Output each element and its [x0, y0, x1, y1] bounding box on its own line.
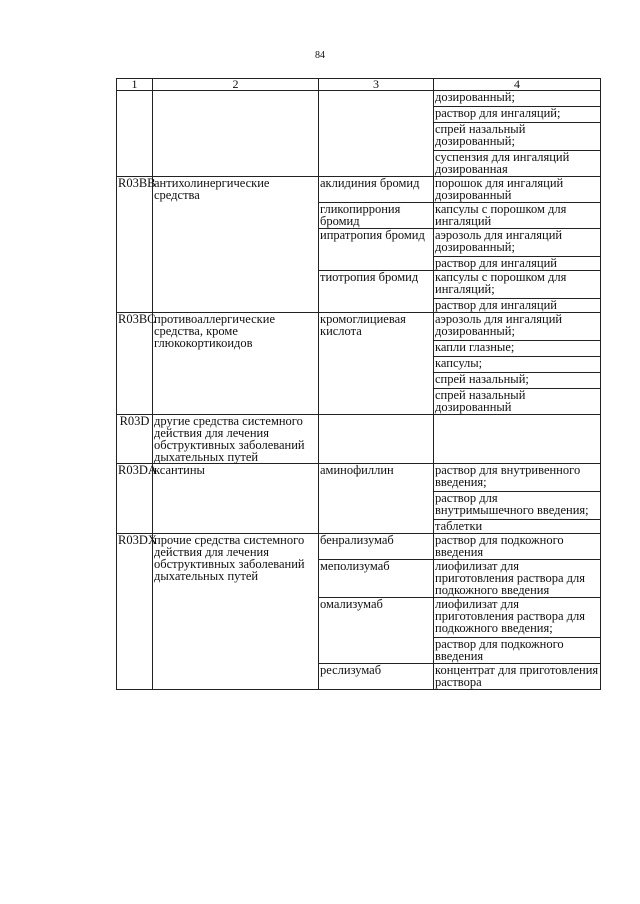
group-name-cell: ксантины — [153, 464, 319, 534]
dosage-form: спрей назальный; — [434, 373, 600, 389]
atc-code-cell: R03DX — [117, 534, 153, 690]
table-row — [117, 415, 601, 464]
atc-code-cell — [117, 91, 153, 177]
dosage-form: аэрозоль для ингаляций дозированный; — [434, 313, 600, 341]
drug-name-cell: кромоглициевая кислота — [319, 313, 434, 415]
dosage-form: суспензия для ингаляций дозированная — [435, 150, 570, 176]
atc-code-cell: R03BC — [117, 313, 153, 415]
dosage-form: порошок для ингаляций дозированный — [435, 176, 564, 202]
dosage-form: раствор для внутримышечного введения; — [434, 492, 600, 520]
atc-code-cell: R03DA — [117, 464, 153, 534]
dosage-form: раствор для ингаляций; — [434, 107, 600, 123]
table-row — [117, 91, 601, 177]
dosage-form — [434, 415, 600, 416]
drug-name-cell: реслизумаб — [319, 664, 434, 690]
dosage-form: лиофилизат для приготовления раствора для подкожного введения; — [434, 598, 600, 638]
drug-name-cell: аминофиллин — [319, 464, 434, 534]
dosage-form: капсулы с порошком для ингаляций; — [434, 271, 600, 299]
dosage-forms-cell — [434, 229, 601, 271]
drug-name-cell: гликопиррония бромид — [319, 203, 434, 229]
header-row — [117, 79, 601, 91]
page-number: 84 — [315, 50, 325, 61]
table-row — [117, 177, 601, 203]
drug-name-cell: тиотропия бромид — [319, 271, 434, 313]
dosage-form: капсулы; — [434, 357, 600, 373]
dosage-form: спрей назальный дозированный; — [434, 123, 600, 151]
dosage-forms-cell — [434, 91, 601, 177]
atc-code-cell: R03D — [117, 415, 153, 464]
dosage-form: аэрозоль для ингаляций дозированный; — [434, 229, 600, 257]
drug-name-cell: бенрализумаб — [319, 534, 434, 560]
dosage-forms-cell — [434, 271, 601, 313]
drug-name-cell: омализумаб — [319, 598, 434, 664]
dosage-forms-cell — [434, 203, 601, 229]
column-number-3: 3 — [319, 79, 434, 91]
column-number-2: 2 — [153, 79, 319, 91]
dosage-forms-cell — [434, 177, 601, 203]
dosage-forms-cell — [434, 560, 601, 598]
dosage-forms-cell — [434, 534, 601, 560]
dosage-forms-cell — [434, 415, 601, 464]
group-name-cell: противоаллергические средства, кроме глюкокортикоидов — [153, 313, 319, 415]
dosage-form: раствор для ингаляций — [435, 298, 557, 312]
dosage-form: капсулы с порошком для ингаляций — [435, 202, 567, 228]
column-number-1: 1 — [117, 79, 153, 91]
dosage-form: дозированный; — [434, 91, 600, 107]
dosage-form: раствор для внутривенного введения; — [434, 464, 600, 492]
drug-name-cell: ипратропия бромид — [319, 229, 434, 271]
dosage-form: раствор для ингаляций — [435, 256, 557, 270]
table-row — [117, 313, 601, 415]
drug-name-cell — [319, 415, 434, 464]
group-name-cell — [153, 91, 319, 177]
table-row — [117, 464, 601, 534]
dosage-form: капли глазные; — [434, 341, 600, 357]
dosage-form: концентрат для приготовления раствора — [435, 663, 599, 689]
group-name-cell: другие средства системного действия для лечения обструктивных заболеваний дыхательных путей — [153, 415, 319, 464]
drug-table — [116, 78, 601, 690]
group-name-cell: прочие средства системного действия для лечения обструктивных заболеваний дыхательных путей — [153, 534, 319, 690]
dosage-forms-cell — [434, 598, 601, 664]
dosage-forms-cell — [434, 664, 601, 690]
dosage-forms-cell — [434, 464, 601, 534]
atc-code-cell: R03BB — [117, 177, 153, 313]
dosage-form: спрей назальный дозированный — [435, 388, 526, 414]
column-number-4: 4 — [434, 79, 601, 91]
dosage-form: таблетки — [435, 519, 483, 533]
dosage-forms-cell — [434, 313, 601, 415]
drug-name-cell: меполизумаб — [319, 560, 434, 598]
dosage-form: раствор для подкожного введения — [435, 637, 564, 663]
group-name-cell: антихолинергические средства — [153, 177, 319, 313]
dosage-form: раствор для подкожного введения — [435, 533, 564, 559]
dosage-form: лиофилизат для приготовления раствора для подкожного введения — [435, 559, 585, 597]
table-row — [117, 534, 601, 560]
drug-name-cell: аклидиния бромид — [319, 177, 434, 203]
drug-name-cell — [319, 91, 434, 177]
